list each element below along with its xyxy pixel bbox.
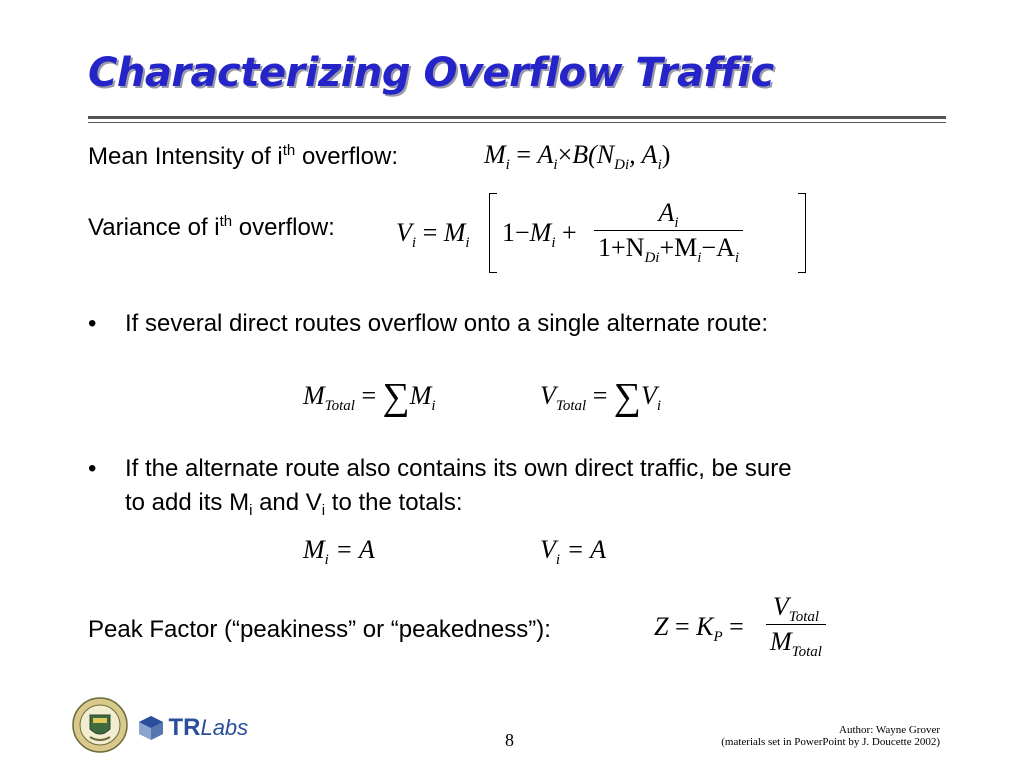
mt-m: M [303,381,325,410]
eq-equals: = [516,140,532,169]
bullet-1-text: If several direct routes overflow onto a single alternate route: [125,310,769,337]
bullet-marker-2: • [88,455,97,482]
bullet-marker: • [88,310,97,337]
var-sub-i3: i [551,235,556,251]
university-seal-logo [72,697,128,753]
vt-v: V [540,381,556,410]
mt-sub-i: i [431,398,436,414]
own-v: V [540,535,556,564]
pk-v: V [772,592,789,621]
mean-intensity-equation [484,140,671,173]
var-one-minus: 1− [502,218,530,247]
pk-sub-p: P [713,629,723,645]
var-den-one: 1+N [598,233,645,262]
bullet-1 [88,310,769,338]
vt-sum: ∑ [613,376,641,418]
mt-equals: = [361,381,377,410]
mean-label-text: Mean Intensity of i [88,143,283,170]
title-rule-thick [88,116,946,119]
logo-tr-text: TR [168,714,201,741]
slide-title: Characterizing Overflow Traffic [88,50,774,96]
pk-eq2: = [729,612,744,641]
bullet-2-line-1: If the alternate route also contains its own direct traffic, be sure [125,455,792,482]
variance-frac-den [594,230,743,266]
m-own-equation [303,535,375,568]
var-den-minus-a: −A [701,233,735,262]
bullet-2 [88,455,792,483]
eq-m: M [484,140,506,169]
eq-times: × [557,140,573,169]
pk-eq1: = [674,612,690,641]
peak-factor-label: Peak Factor (“peakiness” or “peakedness”): [88,616,551,643]
var-plus: + [562,218,577,247]
footer-credits [721,724,940,748]
vt-equals: = [592,381,608,410]
variance-bracket-content [502,218,577,251]
pk-z: Z [654,612,669,641]
variance-equation-left [396,218,470,251]
logo-labs-text: Labs [200,715,249,740]
var-equals: = [422,218,438,247]
own-v-sub: i [555,552,561,568]
mean-label-tail: overflow: [295,143,398,170]
mt-sub-total: Total [324,398,355,414]
var-m: M [443,218,466,247]
var-v: V [396,218,412,247]
vt-sub-total: Total [555,398,587,414]
bullet-2-line-2 [125,489,463,517]
mean-intensity-label [88,143,398,171]
var-den-plus-m: +M [659,233,698,262]
footer-author: Author: Wayne Grover [839,724,940,736]
var-num-a: A [658,198,675,227]
var-sub-i2: i [465,235,470,251]
eq-b: B(N [572,140,615,169]
mean-label-sup: th [282,142,296,159]
var-sub-i: i [411,235,417,251]
var-den-sub-i2: i [734,250,740,266]
var-num-sub-i: i [674,215,679,231]
pk-m-sub: Total [791,644,822,660]
variance-label [88,214,335,242]
vt-v2: V [640,381,657,410]
own-m-eq-a: = A [335,535,375,564]
seal-icon [72,697,128,753]
peak-frac-den [766,624,826,660]
pk-m: M [770,627,792,656]
variance-right-bracket [798,193,806,273]
b2-and: and V [252,489,322,516]
peak-fraction [766,592,826,660]
v-own-equation [540,535,607,568]
eq-sub-i: i [505,157,510,173]
var-den-sub-i: i [697,250,702,266]
mt-m2: M [409,381,432,410]
own-m: M [303,535,325,564]
variance-label-tail: overflow: [232,214,335,241]
eq-close-paren: ) [661,140,671,169]
variance-label-text: Variance of i [88,214,220,241]
b2-post: to the totals: [325,489,463,516]
own-v-eq-a: = A [566,535,607,564]
v-total-equation [540,370,662,418]
m-total-equation [303,370,436,418]
pk-v-sub: Total [788,609,820,625]
pk-k: K [696,612,714,641]
b2-pre: to add its M [125,489,250,516]
b2-sub-i2: i [321,502,326,519]
footer-materials: (materials set in PowerPoint by J. Doucette 2002) [721,736,940,748]
mt-sum: ∑ [382,376,410,418]
peak-frac-num [766,592,826,624]
variance-frac-num [594,198,743,230]
var-m2: M [529,218,552,247]
trlabs-logo [138,714,248,744]
peak-equation-left [654,612,744,645]
var-den-sub-di: Di [644,250,660,266]
eq-sub-i3: i [657,157,662,173]
eq-comma-a: , A [629,140,658,169]
own-m-sub: i [324,552,329,568]
title-rule-thin [88,122,946,123]
trlabs-mark-icon [138,715,164,741]
vt-sub-i: i [656,398,662,414]
variance-left-bracket [489,193,497,273]
variance-fraction [594,198,743,266]
eq-sub-di: Di [614,157,630,173]
b2-sub-i: i [249,502,253,519]
page-number: 8 [505,730,514,750]
eq-a: A [537,140,554,169]
variance-label-sup: th [219,213,233,230]
eq-sub-i2: i [553,157,558,173]
